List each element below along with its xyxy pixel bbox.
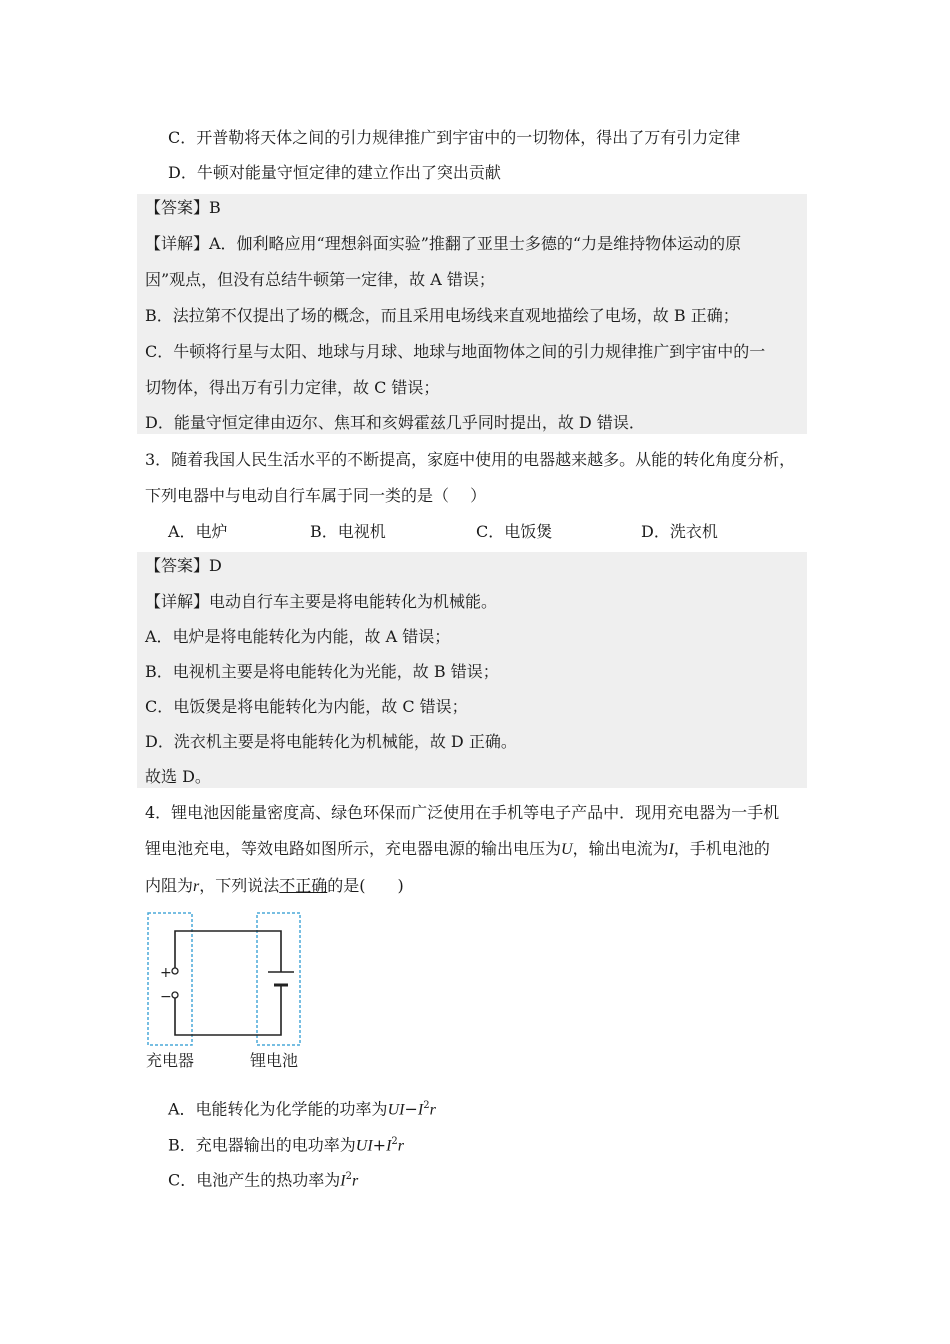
q3-detail-line-2: A．电炉是将电能转化为内能，故 A 错误；: [145, 627, 451, 646]
q4-option-a: A．电能转化为化学能的功率为$UI-I^2r$: [168, 1099, 436, 1119]
q3-stem-line-2: 下列电器中与电动自行车属于同一类的是（ ）: [145, 486, 487, 505]
q2-detail-line-1: 【详解】A．伽利略应用“理想斜面实验”推翻了亚里士多德的“力是维持物体运动的原: [145, 234, 742, 253]
q3-option-d: D．洗衣机: [641, 522, 718, 541]
q3-stem-line-1: 3．随着我国人民生活水平的不断提高，家庭中使用的电器越来越多。从能的转化角度分析，: [145, 450, 796, 469]
not-correct-emphasis: 不正确: [279, 876, 328, 895]
q4-stem-line-2: 锂电池充电，等效电路如图所示，充电器电源的输出电压为U，输出电流为I，手机电池的: [145, 839, 770, 858]
circuit-wires: [175, 931, 294, 1035]
q3-detail-line-3: B．电视机主要是将电能转化为光能，故 B 错误；: [145, 662, 499, 681]
charger-label: 充电器: [146, 1051, 195, 1070]
q3-option-a: A．电炉: [168, 522, 228, 541]
negative-terminal: [172, 992, 178, 998]
q3-answer: 【答案】D: [145, 556, 222, 575]
minus-sign: −: [160, 989, 172, 1005]
q2-detail-line-5: 切物体，得出万有引力定律，故 C 错误；: [145, 378, 440, 397]
plus-sign: +: [160, 965, 172, 981]
q2-detail-line-6: D．能量守恒定律由迈尔、焦耳和亥姆霍兹几乎同时提出，故 D 错误．: [145, 413, 645, 432]
q3-option-b: B．电视机: [310, 522, 386, 541]
q4-stem-line-3: 内阻为r，下列说法不正确的是( ): [145, 876, 404, 895]
q2-detail-line-2: 因”观点，但没有总结牛顿第一定律，故 A 错误；: [145, 270, 495, 289]
q3-detail-line-6: 故选 D。: [145, 767, 211, 786]
q3-detail-line-4: C．电饭煲是将电能转化为内能，故 C 错误；: [145, 697, 468, 716]
q4-stem-line-1: 4．锂电池因能量密度高、绿色环保而广泛使用在手机等电子产品中．现用充电器为一手机: [145, 803, 780, 822]
battery-label: 锂电池: [250, 1051, 299, 1070]
q2-option-d: D．牛顿对能量守恒定律的建立作出了突出贡献: [168, 163, 501, 182]
q2-detail-line-4: C．牛顿将行星与太阳、地球与月球、地球与地面物体之间的引力规律推广到宇宙中的一: [145, 342, 766, 361]
q3-option-c: C．电饭煲: [476, 522, 553, 541]
q3-detail-line-5: D．洗衣机主要是将电能转化为机械能，故 D 正确。: [145, 732, 517, 751]
q3-detail-line-1: 【详解】电动自行车主要是将电能转化为机械能。: [145, 592, 498, 611]
q2-detail-line-3: B．法拉第不仅提出了场的概念，而且采用电场线来直观地描绘了电场，故 B 正确；: [145, 306, 739, 325]
positive-terminal: [172, 968, 178, 974]
q4-option-b: B．充电器输出的电功率为$UI+I^2r$: [168, 1135, 404, 1155]
circuit-diagram: [140, 905, 320, 1080]
q2-option-c: C．开普勒将天体之间的引力规律推广到宇宙中的一切物体，得出了万有引力定律: [168, 128, 741, 147]
q4-option-c: C．电池产生的热功率为$I^2r$: [168, 1170, 359, 1190]
battery-dashed-box: [257, 913, 300, 1045]
q2-answer: 【答案】B: [145, 198, 221, 217]
